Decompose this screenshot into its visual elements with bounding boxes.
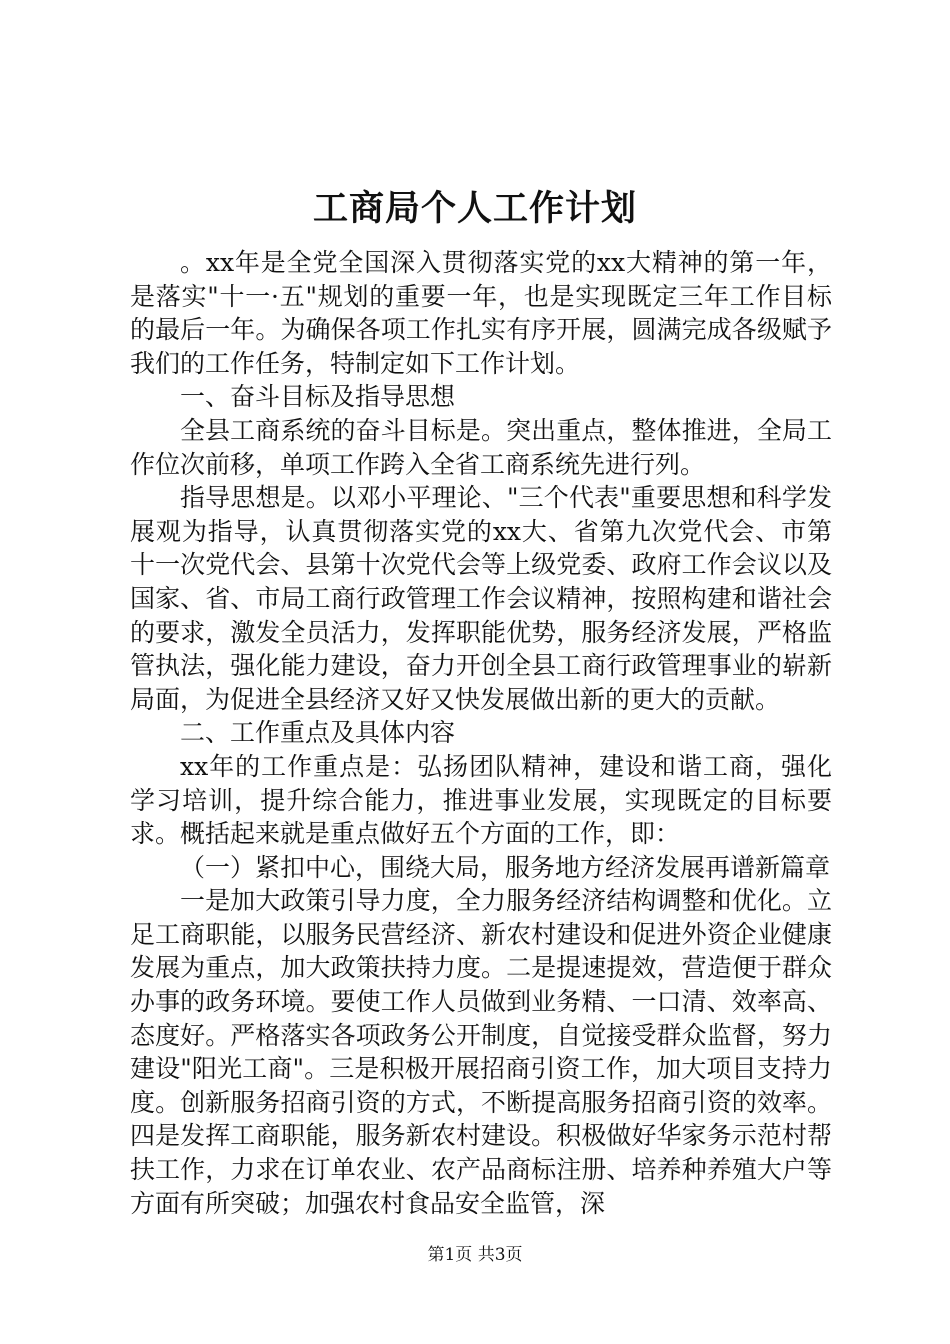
paragraph-subsection-1: 一是加大政策引导力度，全力服务经济结构调整和优化。立足工商职能，以服务民营经济、新农村建设和促进外资企业健康发展为重点，加大政策扶持力度。二是提速提效，营造便于群众办事的政务环境。要使工作人员做到业务精、一口清、效率高、态度好。严格落实各项政务公开制度，自觉接受群众监督，努力建设"阳光工商"。三是积极开展招商引资工作，加大项目支持力度。创新服务招商引资的方式，不断提高服务招商引资的效率。四是发挥工商职能，服务新农村建设。积极做好华家务示范村帮扶工作，力求在订单农业、农产品商标注册、培养种养殖大户等方面有所突破；加强农村食品安全监管，深 xyxy=(130,886,832,1218)
document-body xyxy=(130,246,832,1220)
paragraph-work-focus: xx年的工作重点是：弘扬团队精神，建设和谐工商，强化学习培训，提升综合能力，推进事业发展，实现既定的目标要求。概括起来就是重点做好五个方面的工作，即： xyxy=(130,751,832,849)
section-heading-work-focus: 二、工作重点及具体内容 xyxy=(180,718,456,748)
subsection-heading-1: （一）紧扣中心，围绕大局，服务地方经济发展再谱新篇章 xyxy=(180,852,831,882)
section-heading-goals: 一、奋斗目标及指导思想 xyxy=(180,382,456,412)
document-title: 工商局个人工作计划 xyxy=(312,188,637,229)
paragraph-guiding-ideology: 指导思想是。以邓小平理论、"三个代表"重要思想和科学发展观为指导，认真贯彻落实党的xx大、省第九次党代会、市第十一次党代会、县第十次党代会等上级党委、政府工作会议以及国家、省、市局工商行政管理工作会议精神，按照构建和谐社会的要求，激发全员活力，发挥职能优势，服务经济发展，严格监管执法，强化能力建设，奋力开创全县工商行政管理事业的崭新局面，为促进全县经济又好又快发展做出新的更大的贡献。 xyxy=(130,483,832,714)
paragraph-intro: 。xx年是全党全国深入贯彻落实党的xx大精神的第一年，是落实"十一·五"规划的重要一年，也是实现既定三年工作目标的最后一年。为确保各项工作扎实有序开展，圆满完成各级赋予我们的工作任务，特制定如下工作计划。 xyxy=(130,248,832,378)
page-number-footer: 第1页 共3页 xyxy=(427,1245,523,1265)
paragraph-goals: 全县工商系统的奋斗目标是。突出重点，整体推进，全局工作位次前移，单项工作跨入全省工商系统先进行列。 xyxy=(130,415,832,479)
